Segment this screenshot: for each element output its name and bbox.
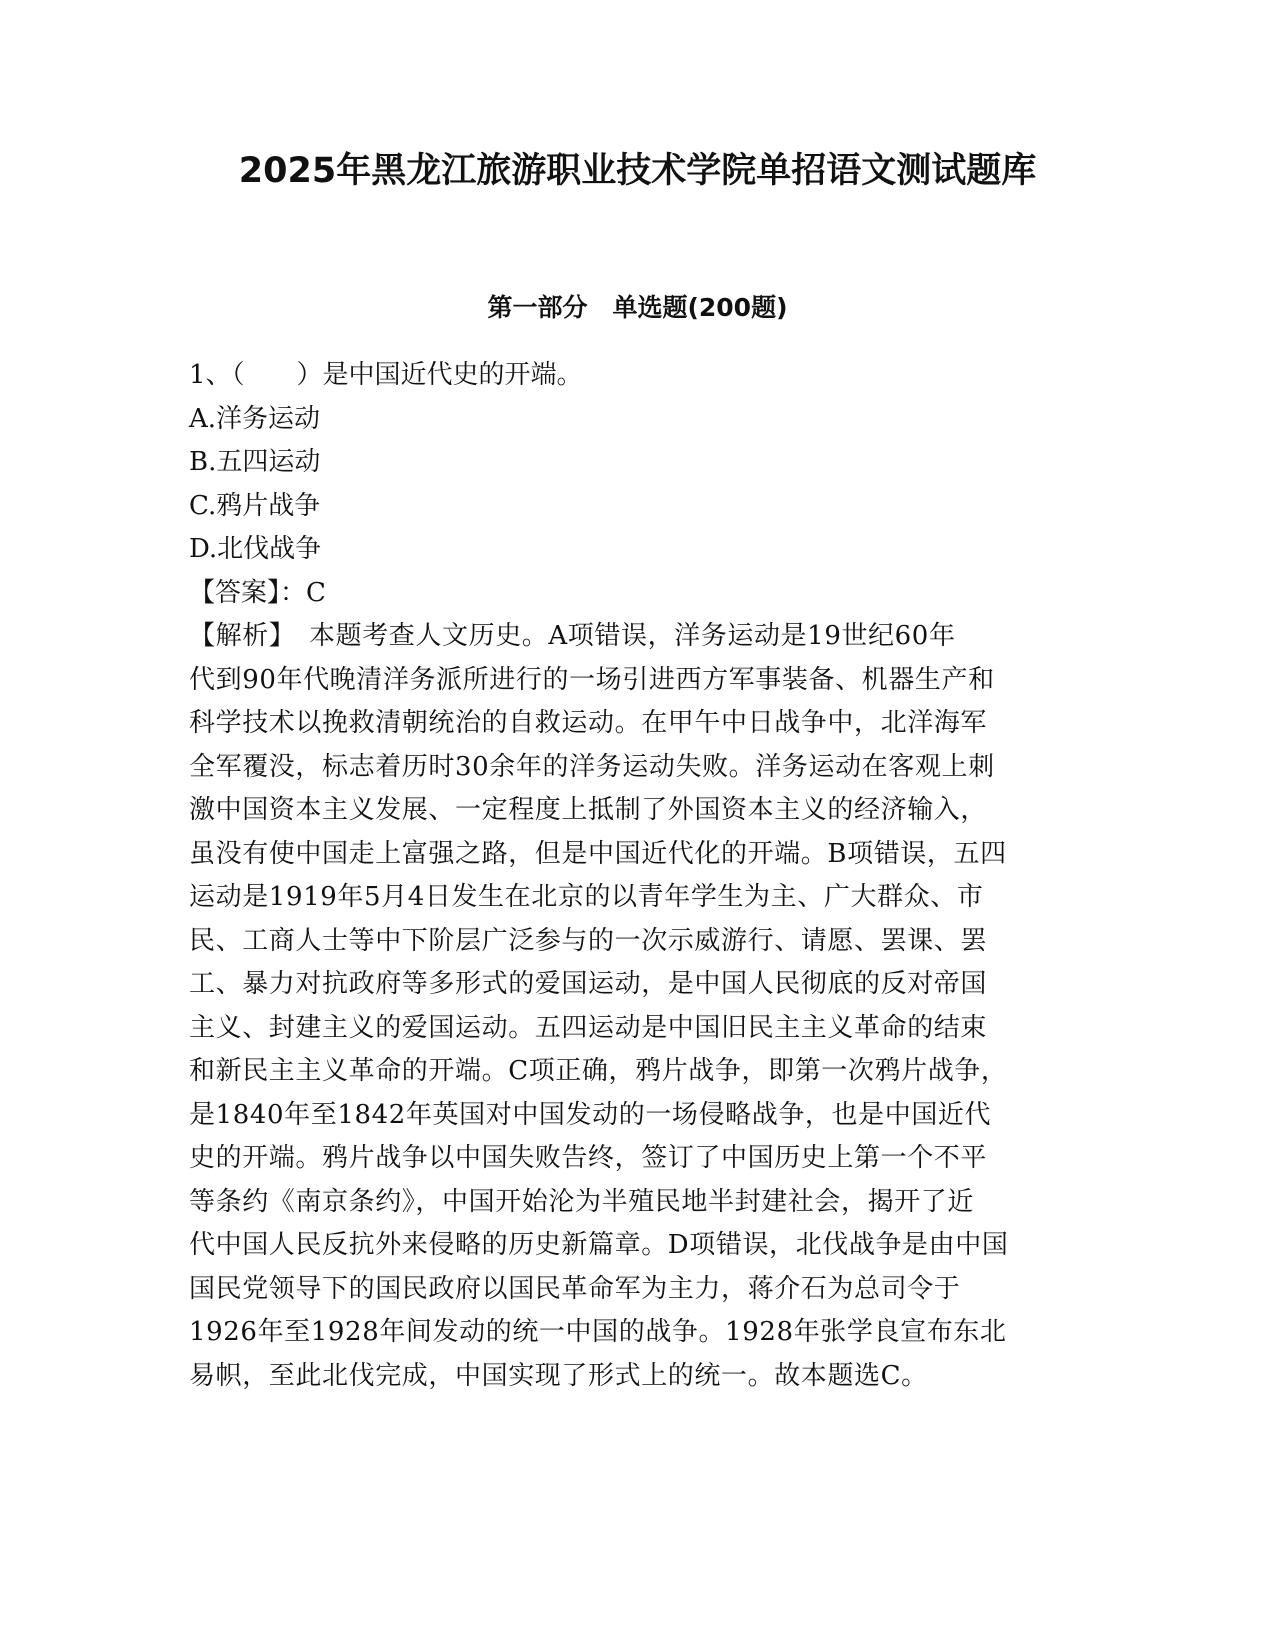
question-stem: 1、（ ）是中国近代史的开端。: [189, 360, 583, 390]
question-block: [189, 354, 1089, 1398]
option-d: D.北伐战争: [189, 534, 322, 564]
analysis-line: 工、暴力对抗政府等多形式的爱国运动，是中国人民彻底的反对帝国: [189, 969, 988, 999]
analysis-line: 虽没有使中国走上富强之路，但是中国近代化的开端。B项错误，五四: [189, 838, 1007, 869]
analysis-line: 1926年至1928年间发动的统一中国的战争。1928年张学良宣布东北: [189, 1317, 1007, 1347]
analysis-line: 激中国资本主义发展、一定程度上抵制了外国资本主义的经济输入，: [189, 795, 988, 825]
option-c: C.鸦片战争: [189, 490, 321, 521]
analysis-line: 民、工商人士等中下阶层广泛参与的一次示威游行、请愿、罢课、罢: [189, 925, 988, 956]
option-a: A.洋务运动: [189, 403, 321, 434]
analysis-line: 代到90年代晚清洋务派所进行的一场引进西方军事装备、机器生产和: [189, 664, 995, 695]
answer-line: 【答案】：C: [189, 577, 326, 608]
analysis-line: 运动是1919年5月4日发生在北京的以青年学生为主、广大群众、市: [189, 882, 984, 912]
analysis-line: 主义、封建主义的爱国运动。五四运动是中国旧民主主义革命的结束: [189, 1012, 988, 1043]
document-title: 2025年黑龙江旅游职业技术学院单招语文测试题库: [238, 151, 1037, 191]
analysis-line: 代中国人民反抗外来侵略的历史新篇章。D项错误，北伐战争是由中国: [189, 1230, 1009, 1260]
analysis-line: 易帜，至此北伐完成，中国实现了形式上的统一。故本题选C。: [189, 1360, 928, 1391]
analysis-line: 全军覆没，标志着历时30余年的洋务运动失败。洋务运动在客观上刺: [189, 751, 995, 782]
analysis-line: 和新民主主义革命的开端。C项正确，鸦片战争，即第一次鸦片战争，: [189, 1056, 1008, 1086]
analysis-line: 等条约《南京条约》，中国开始沦为半殖民地半封建社会，揭开了近: [189, 1186, 975, 1217]
section-title: 第一部分 单选题(200题): [487, 293, 788, 322]
analysis-line: 【解析】 本题考查人文历史。A项错误，洋务运动是19世纪60年: [189, 621, 956, 651]
option-b: B.五四运动: [189, 447, 321, 477]
analysis-line: 是1840年至1842年英国对中国发动的一场侵略战争，也是中国近代: [189, 1099, 992, 1130]
analysis-line: 科学技术以挽救清朝统治的自救运动。在甲午中日战争中，北洋海军: [189, 708, 988, 738]
analysis-line: 国民党领导下的国民政府以国民革命军为主力，蒋介石为总司令于: [189, 1273, 961, 1304]
analysis-block: [189, 615, 1089, 1398]
analysis-line: 史的开端。鸦片战争以中国失败告终，签订了中国历史上第一个不平: [189, 1143, 988, 1173]
